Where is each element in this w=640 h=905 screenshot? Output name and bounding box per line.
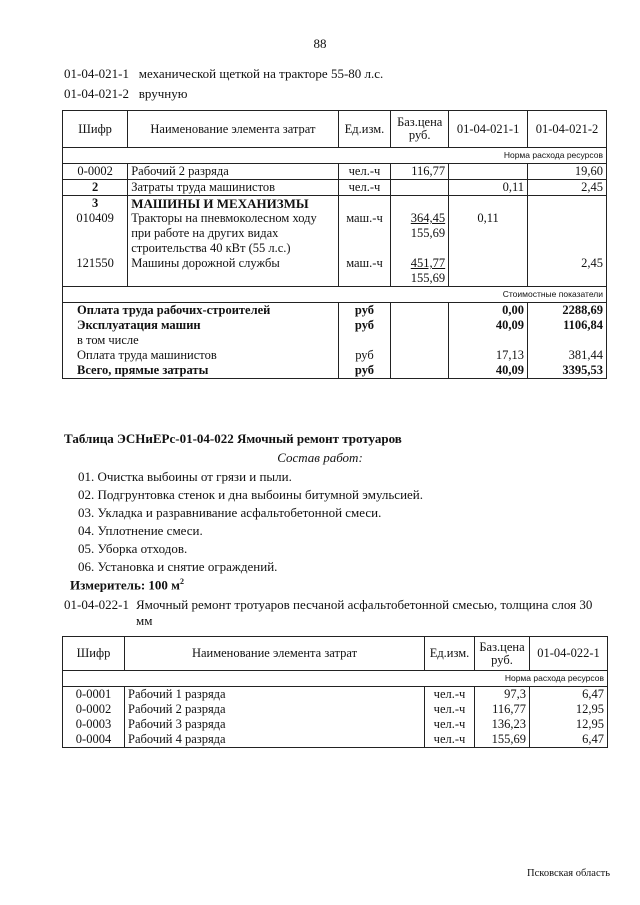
- row-value-2: 2,45: [528, 180, 607, 196]
- header-col-1: 01-04-021-1: [449, 111, 528, 148]
- row-name: Рабочий 1 разряда: [125, 687, 425, 703]
- work-item: 03. Укладка и разравнивание асфальтобетонной смеси.: [78, 505, 382, 520]
- work-item: 06. Установка и снятие ограждений.: [78, 559, 278, 574]
- row-name: Тракторы на пневмоколесном ходу при работе на других видах строительства 40 кВт (55 л.с.): [128, 211, 338, 256]
- intro-text: механической щеткой на тракторе 55-80 л.с.: [138, 66, 384, 81]
- cost-name: Оплата труда машинистов: [63, 348, 339, 363]
- row-price: [391, 211, 449, 256]
- table-row: [63, 732, 608, 748]
- work-item: 04. Уплотнение смеси.: [78, 523, 203, 538]
- row-unit: чел.-ч: [425, 732, 475, 748]
- row-price: [391, 180, 449, 196]
- row-value-1: 0,11: [449, 180, 528, 196]
- header-col-1: 01-04-022-1: [530, 637, 608, 671]
- item-text-2: мм: [136, 613, 153, 628]
- item-text-1: Ямочный ремонт тротуаров песчаной асфальтобетонной смесью, толщина слоя 30: [136, 597, 593, 612]
- row-value-1: 12,95: [530, 702, 608, 717]
- row-code: 0-0002: [63, 164, 128, 180]
- table-row: [63, 180, 607, 196]
- row-value-1: 0,11: [449, 211, 528, 256]
- header-price: Баз.цена руб.: [391, 111, 449, 148]
- works-title: Состав работ:: [277, 450, 363, 465]
- row-unit: маш.-ч: [338, 256, 391, 287]
- page-number: 88: [313, 36, 327, 51]
- work-item: 05. Уборка отходов.: [78, 541, 188, 556]
- norm-label: Норма расхода ресурсов: [63, 671, 608, 687]
- table-row: [63, 164, 607, 180]
- intro-line-1: [64, 66, 383, 82]
- table-header-row: [63, 637, 608, 671]
- header-unit: Ед.изм.: [338, 111, 391, 148]
- header-name: Наименование элемента затрат: [125, 637, 425, 671]
- cost-unit: руб: [338, 348, 391, 363]
- cost-value-1: 17,13: [449, 348, 528, 363]
- item-code: 01-04-022-1: [64, 597, 129, 612]
- intro-code: 01-04-021-2: [64, 86, 129, 101]
- row-price: 97,3: [475, 687, 530, 703]
- header-code: Шифр: [63, 111, 128, 148]
- cost-value-1: 40,09: [449, 318, 528, 333]
- row-unit: чел.-ч: [338, 180, 391, 196]
- work-item: 01. Очистка выбоины от грязи и пыли.: [78, 469, 292, 484]
- header-name: Наименование элемента затрат: [128, 111, 338, 148]
- row-code: 121550: [63, 256, 128, 287]
- row-price: 116,77: [475, 702, 530, 717]
- cost-row: [63, 333, 607, 348]
- row-code: 010409: [63, 211, 128, 256]
- row-name: Затраты труда машинистов: [128, 180, 338, 196]
- cost-name: Эксплуатация машин: [63, 318, 339, 333]
- price-machinist: 155,69: [410, 226, 446, 240]
- section-name: МАШИНЫ И МЕХАНИЗМЫ: [128, 196, 338, 212]
- section-row: [63, 196, 607, 212]
- cost-unit: руб: [338, 318, 391, 333]
- meter-label: [70, 577, 184, 593]
- row-name: Рабочий 2 разряда: [128, 164, 338, 180]
- row-name: Рабочий 3 разряда: [125, 717, 425, 732]
- table-row: [63, 717, 608, 732]
- footer-region: Псковская область: [527, 868, 610, 879]
- row-unit: маш.-ч: [338, 211, 391, 256]
- header-col-2: 01-04-021-2: [528, 111, 607, 148]
- row-code: 0-0002: [63, 702, 125, 717]
- section-code: 3: [63, 196, 128, 212]
- cost-row: [63, 303, 607, 319]
- row-price: [391, 256, 449, 287]
- cost-row: [63, 318, 607, 333]
- row-value-2: [528, 211, 607, 256]
- row-value-1: [449, 164, 528, 180]
- cost-name: Всего, прямые затраты: [63, 363, 339, 379]
- work-item: 02. Подгрунтовка стенок и дна выбоины битумной эмульсией.: [78, 487, 424, 502]
- cost-unit: руб: [338, 363, 391, 379]
- row-name: Рабочий 2 разряда: [125, 702, 425, 717]
- table-row: [63, 256, 607, 287]
- price-value: 451,77: [410, 256, 446, 270]
- cost-label: Стоимостные показатели: [63, 287, 607, 303]
- row-price: 136,23: [475, 717, 530, 732]
- cost-row: [63, 348, 607, 363]
- row-price: 116,77: [391, 164, 449, 180]
- row-code: 2: [63, 180, 128, 196]
- meter-sup: 2: [180, 577, 185, 586]
- resource-table-1: [62, 110, 607, 379]
- row-unit: чел.-ч: [425, 687, 475, 703]
- cost-value-1: 0,00: [449, 303, 528, 319]
- row-code: 0-0001: [63, 687, 125, 703]
- row-unit: чел.-ч: [338, 164, 391, 180]
- row-name: Машины дорожной службы: [128, 256, 338, 287]
- row-value-2: 2,45: [528, 256, 607, 287]
- table-row: [63, 211, 607, 256]
- header-code: Шифр: [63, 637, 125, 671]
- table-title: Таблица ЭСНиЕРс-01-04-022 Ямочный ремонт тротуаров: [64, 431, 402, 446]
- row-unit: чел.-ч: [425, 702, 475, 717]
- row-code: 0-0004: [63, 732, 125, 748]
- row-unit: чел.-ч: [425, 717, 475, 732]
- cost-value-2: 381,44: [528, 348, 607, 363]
- row-value-1: 6,47: [530, 732, 608, 748]
- meter-text: Измеритель: 100 м: [70, 577, 181, 593]
- cost-value-2: 3395,53: [528, 363, 607, 379]
- row-price: 155,69: [475, 732, 530, 748]
- intro-line-2: [64, 86, 187, 102]
- row-value-2: 19,60: [528, 164, 607, 180]
- cost-name: в том числе: [63, 333, 339, 348]
- table-header-row: [63, 111, 607, 148]
- cost-row: [63, 363, 607, 379]
- resource-table-2: [62, 636, 608, 748]
- cost-value-2: 1106,84: [528, 318, 607, 333]
- row-value-1: 12,95: [530, 717, 608, 732]
- cost-name: Оплата труда рабочих-строителей: [63, 303, 339, 319]
- norm-label: Норма расхода ресурсов: [63, 148, 607, 164]
- table-row: [63, 687, 608, 703]
- price-machinist: 155,69: [410, 271, 446, 285]
- row-code: 0-0003: [63, 717, 125, 732]
- table-row: [63, 702, 608, 717]
- header-price: Баз.цена руб.: [475, 637, 530, 671]
- row-value-1: 6,47: [530, 687, 608, 703]
- row-value-1: [449, 256, 528, 287]
- cost-unit: руб: [338, 303, 391, 319]
- header-unit: Ед.изм.: [425, 637, 475, 671]
- cost-value-1: 40,09: [449, 363, 528, 379]
- intro-code: 01-04-021-1: [64, 66, 129, 81]
- row-name: Рабочий 4 разряда: [125, 732, 425, 748]
- price-value: 364,45: [410, 211, 446, 225]
- cost-value-2: 2288,69: [528, 303, 607, 319]
- intro-text: вручную: [138, 86, 188, 101]
